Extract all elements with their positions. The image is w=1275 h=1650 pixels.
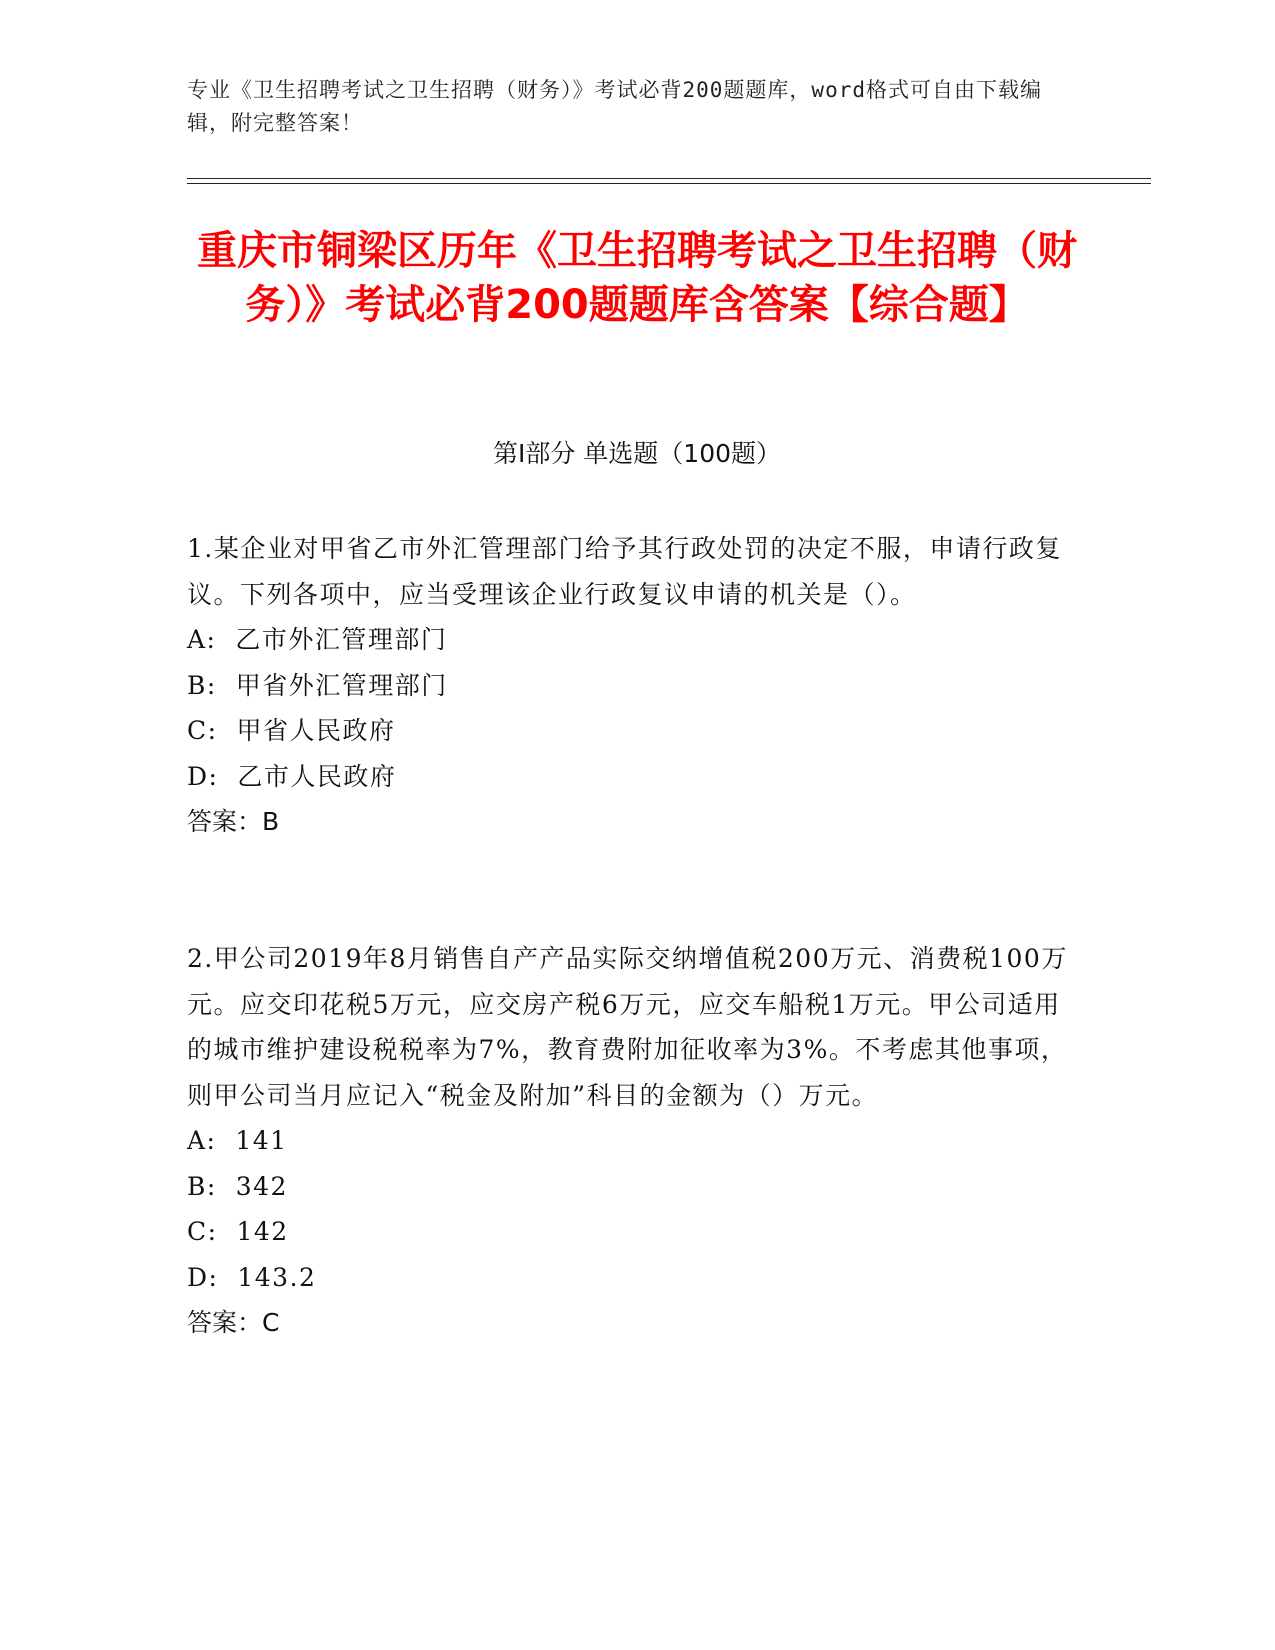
option-d: D: 乙市人民政府: [187, 761, 397, 791]
answer-label: 答案：C: [187, 1308, 280, 1337]
question-2: [187, 936, 1087, 1346]
header-note: 专业《卫生招聘考试之卫生招聘（财务）》考试必背200题题库，word格式可自由下载编辑，附完整答案！: [187, 78, 1042, 135]
option-a: A: 乙市外汇管理部门: [187, 625, 448, 654]
option-c: C: 甲省人民政府: [187, 716, 396, 745]
question-1: [187, 526, 1087, 845]
option-a: A: 141: [187, 1126, 288, 1155]
header-divider-bottom: [187, 183, 1151, 184]
header-divider-top: [187, 178, 1151, 179]
question-stem: 1.某企业对甲省乙市外汇管理部门给予其行政处罚的决定不服，申请行政复议。下列各项中，应当受理该企业行政复议申请的机关是（）。: [187, 534, 1062, 609]
option-c: C: 142: [187, 1217, 289, 1246]
document-title: 重庆市铜梁区历年《卫生招聘考试之卫生招聘（财务）》考试必背200题题库含答案【综合题】: [197, 228, 1077, 328]
option-d: D: 143.2: [187, 1262, 317, 1292]
section-heading: 第Ⅰ部分 单选题（100题）: [492, 439, 782, 468]
option-b: B: 甲省外汇管理部门: [187, 670, 448, 700]
answer-label: 答案：B: [187, 807, 280, 836]
question-stem: 2.甲公司2019年8月销售自产产品实际交纳增值税200万元、消费税100万元。应交印花税5万元，应交房产税6万元，应交车船税1万元。甲公司适用的城市维护建设税税率为7%，教育费附加征收率为3%。不考虑其他事项，则甲公司当月应记入“税金及附加”科目的金额为（）万元。: [187, 944, 1068, 1110]
option-b: B: 342: [187, 1171, 288, 1201]
